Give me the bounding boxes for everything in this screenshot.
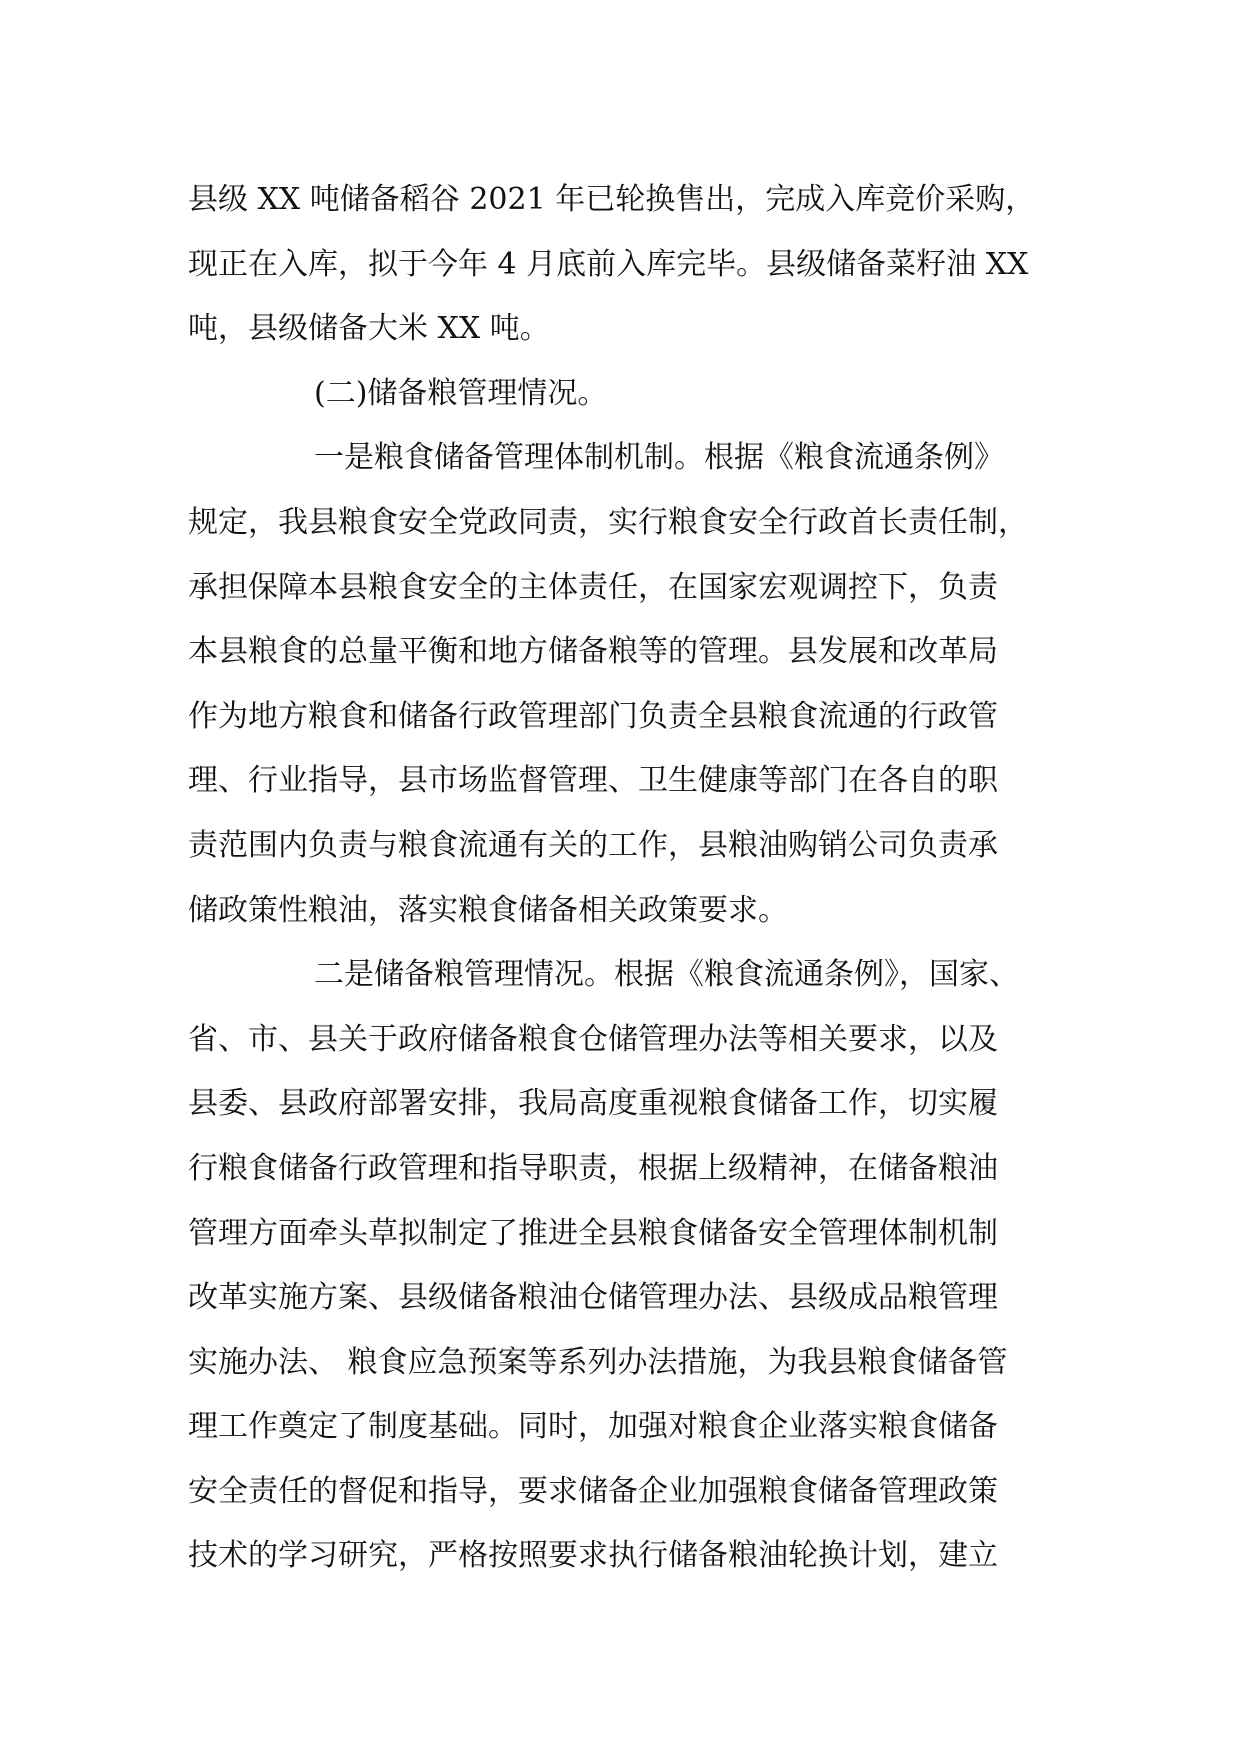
text-line: 本县粮食的总量平衡和地方储备粮等的管理。县发展和改革局 <box>188 634 998 670</box>
text-line: 吨，县级储备大米 XX 吨。 <box>188 311 550 347</box>
text-line: 省、市、县关于政府储备粮食仓储管理办法等相关要求，以及 <box>188 1021 998 1057</box>
text-line: 规定，我县粮食安全党政同责，实行粮食安全行政首长责任制， <box>188 504 1028 540</box>
text-line: 现正在入库，拟于今年 4 月底前入库完毕。县级储备菜籽油 XX <box>188 246 1029 282</box>
text-line: 县委、县政府部署安排，我局高度重视粮食储备工作，切实履 <box>188 1086 998 1122</box>
text-line: 安全责任的督促和指导，要求储备企业加强粮食储备管理政策 <box>188 1473 998 1509</box>
text-line: 技术的学习研究，严格按照要求执行储备粮油轮换计划，建立 <box>188 1538 998 1574</box>
document-body <box>188 168 1078 1589</box>
paragraph-start-line: 二是储备粮管理情况。根据《粮食流通条例》，国家、 <box>314 957 1019 993</box>
text-line: 改革实施方案、县级储备粮油仓储管理办法、县级成品粮管理 <box>188 1280 998 1316</box>
text-line: 实施办法、 粮食应急预案等系列办法措施，为我县粮食储备管 <box>188 1344 1008 1380</box>
text-line: 作为地方粮食和储备行政管理部门负责全县粮食流通的行政管 <box>188 698 998 734</box>
text-line: 理、行业指导，县市场监督管理、卫生健康等部门在各自的职 <box>188 763 998 799</box>
text-line: 责范围内负责与粮食流通有关的工作，县粮油购销公司负责承 <box>188 827 998 863</box>
paragraph-start-line: 一是粮食储备管理体制机制。根据《粮食流通条例》 <box>314 440 1004 476</box>
text-line: 管理方面牵头草拟制定了推进全县粮食储备安全管理体制机制 <box>188 1215 998 1251</box>
text-line: 储政策性粮油，落实粮食储备相关政策要求。 <box>188 892 788 928</box>
section-heading: (二)储备粮管理情况。 <box>314 375 608 411</box>
text-line: 承担保障本县粮食安全的主体责任，在国家宏观调控下，负责 <box>188 569 998 605</box>
text-line: 县级 XX 吨储备稻谷 2021 年已轮换售出，完成入库竞价采购， <box>188 182 1036 217</box>
text-line: 行粮食储备行政管理和指导职责，根据上级精神，在储备粮油 <box>188 1150 998 1186</box>
text-line: 理工作奠定了制度基础。同时，加强对粮食企业落实粮食储备 <box>188 1409 998 1445</box>
